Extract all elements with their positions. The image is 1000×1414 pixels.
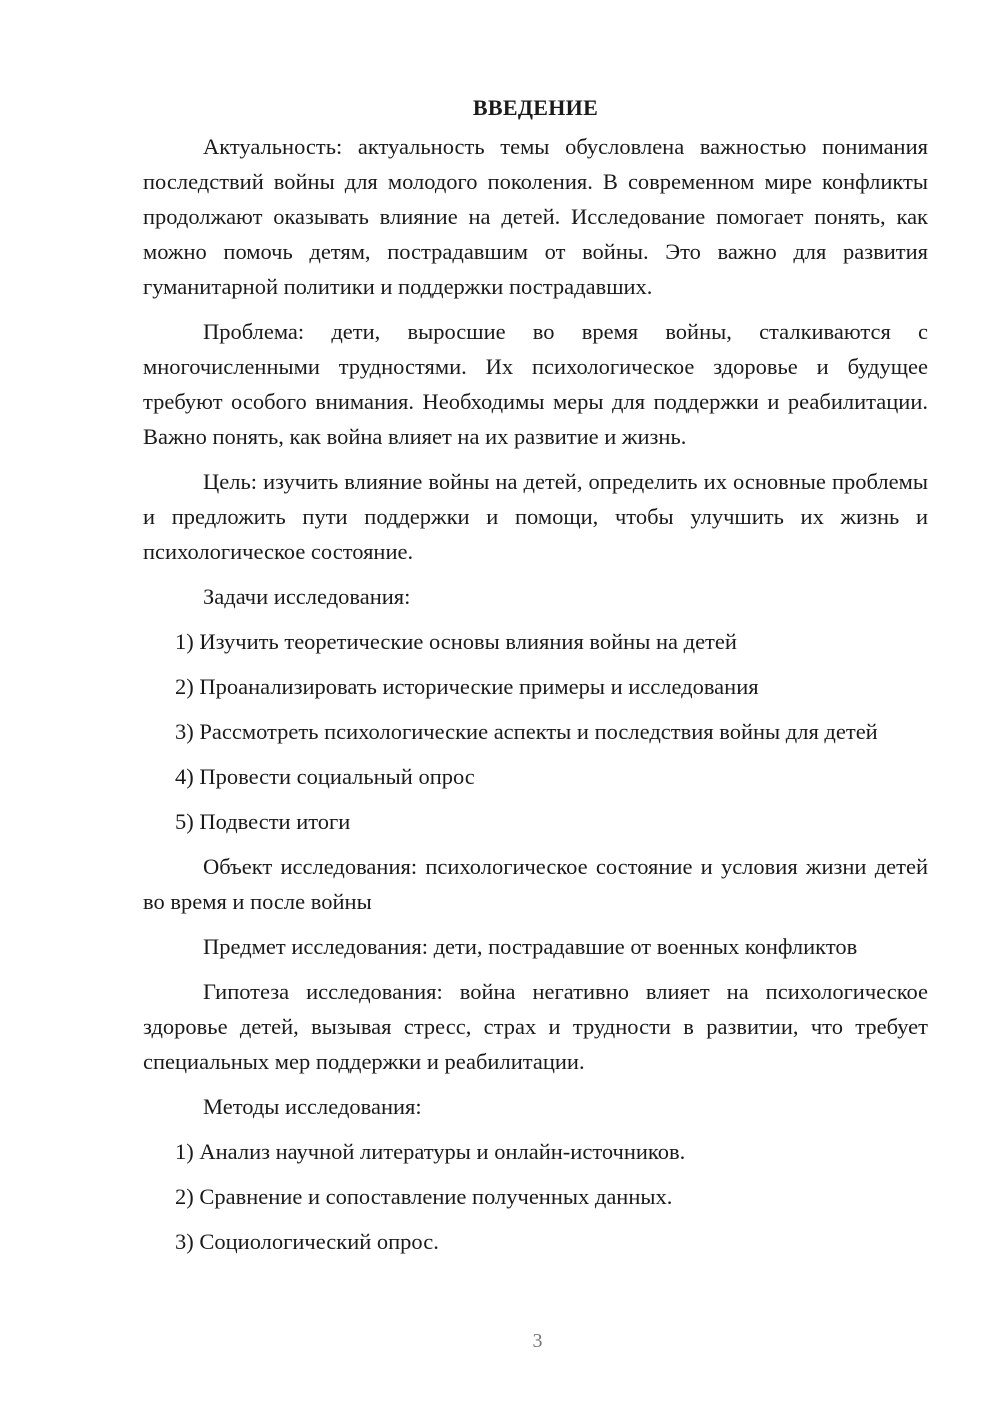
heading: ВВЕДЕНИЕ bbox=[472, 95, 599, 120]
object-paragraph: Объект исследования: психологическое состояние и условия жизни детей во время и после войны bbox=[143, 854, 928, 914]
page-number: 3 bbox=[532, 1330, 543, 1352]
hypothesis-paragraph: Гипотеза исследования: война негативно влияет на психологическое здоровье детей, вызывая стресс, страх и трудности в развитии, что требует специальных мер поддержки и реабилитации. bbox=[143, 979, 928, 1074]
task-item: 4) Провести социальный опрос bbox=[175, 764, 475, 789]
task-item: 3) Рассмотреть психологические аспекты и последствия войны для детей bbox=[175, 719, 878, 744]
task-item: 2) Проанализировать исторические примеры и исследования bbox=[175, 674, 759, 699]
method-item: 1) Анализ научной литературы и онлайн-источников. bbox=[175, 1139, 686, 1164]
method-item: 3) Социологический опрос. bbox=[175, 1229, 439, 1254]
method-item: 2) Сравнение и сопоставление полученных данных. bbox=[175, 1184, 673, 1209]
methods-heading: Методы исследования: bbox=[203, 1094, 422, 1119]
document-page bbox=[143, 90, 928, 1269]
subject-paragraph: Предмет исследования: дети, пострадавшие от военных конфликтов bbox=[203, 934, 858, 959]
tasks-heading: Задачи исследования: bbox=[203, 584, 411, 609]
problem-paragraph: Проблема: дети, выросшие во время войны, сталкиваются с многочисленными трудностями. Их психологическое здоровье и будущее требуют особого внимания. Необходимы меры для поддержки и реабилитации. Важно понять, как война влияет на их развитие и жизнь. bbox=[143, 319, 928, 449]
task-item: 5) Подвести итоги bbox=[175, 809, 351, 834]
task-item: 1) Изучить теоретические основы влияния войны на детей bbox=[175, 629, 737, 654]
goal-paragraph: Цель: изучить влияние войны на детей, определить их основные проблемы и предложить пути поддержки и помощи, чтобы улучшить их жизнь и психологическое состояние. bbox=[143, 469, 928, 564]
relevance-paragraph: Актуальность: актуальность темы обусловлена важностью понимания последствий войны для молодого поколения. В современном мире конфликты продолжают оказывать влияние на детей. Исследование помогает понять, как можно помочь детям, пострадавшим от войны. Это важно для развития гуманитарной политики и поддержки пострадавших. bbox=[143, 134, 928, 299]
